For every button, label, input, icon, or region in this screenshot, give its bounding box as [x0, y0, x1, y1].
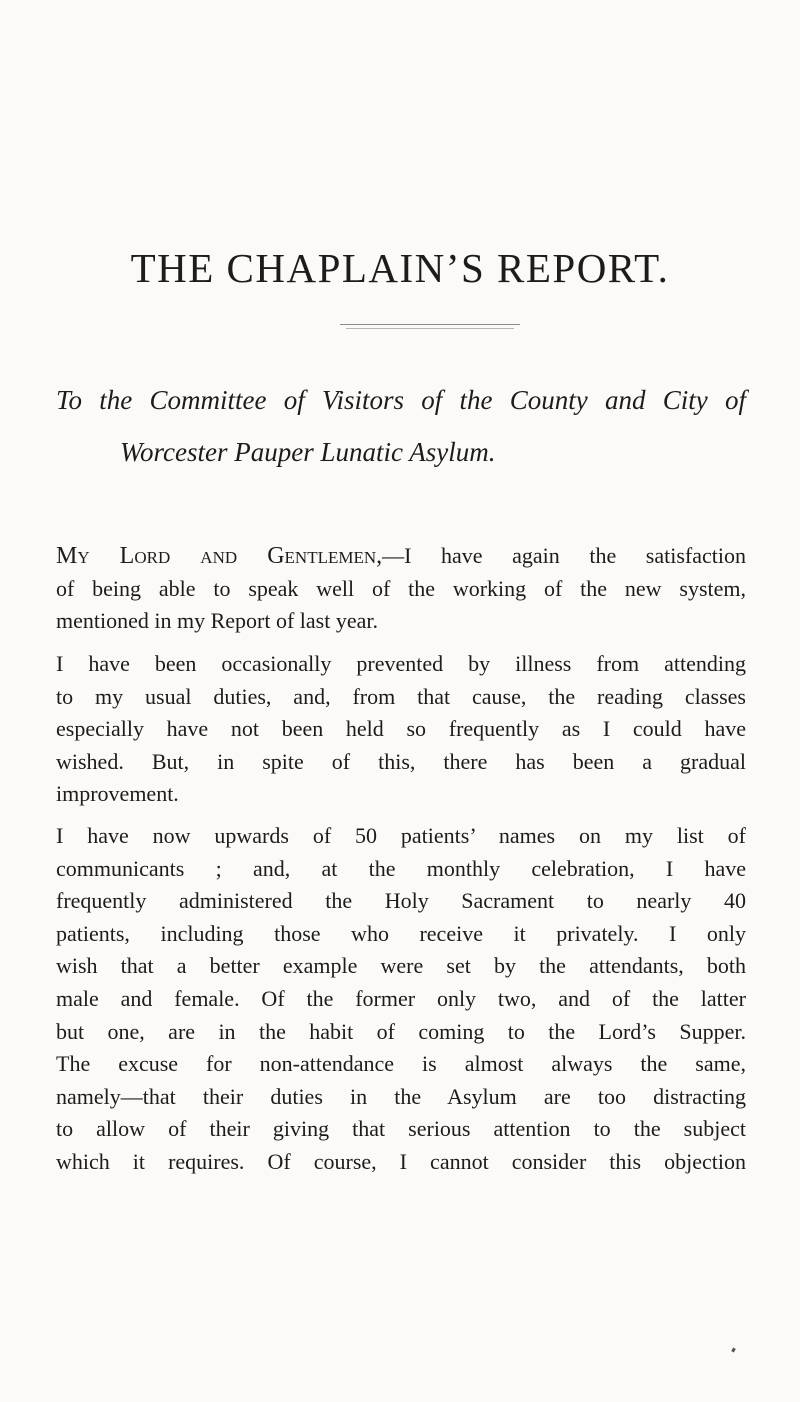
paragraph-line: My Lord and Gentlemen,—I have again the satisfaction [56, 543, 746, 569]
paragraph-line: to allow of their giving that serious attention to the subject [56, 1116, 746, 1142]
title-rule [340, 324, 520, 325]
paragraph-line: of being able to speak well of the working of the new system, [56, 575, 746, 601]
address-line-1: To the Committee of Visitors of the County and City of [56, 385, 746, 415]
address-heading [56, 374, 746, 478]
paragraph-line: especially have not been held so frequently as I could have [56, 716, 746, 742]
paragraph-1 [56, 540, 746, 638]
paragraph-line: communicants ; and, at the monthly celebration, I have [56, 855, 746, 881]
title-rule-secondary [346, 328, 514, 329]
paragraph-3 [56, 820, 746, 1179]
paragraph-line: which it requires. Of course, I cannot consider this objection [56, 1148, 746, 1174]
paragraph-line: I have now upwards of 50 patients’ names on my list of [56, 823, 746, 848]
paragraph-line: male and female. Of the former only two, and of the latter [56, 985, 746, 1011]
paragraph-line: frequently administered the Holy Sacrament to nearly 40 [56, 888, 746, 914]
paragraph-line: I have been occasionally prevented by illness from attending [56, 651, 746, 676]
report-title: THE CHAPLAIN’S REPORT. [130, 245, 670, 291]
paragraph-2 [56, 648, 746, 811]
paragraph-line: namely—that their duties in the Asylum are too distracting [56, 1083, 746, 1109]
paragraph-line: The excuse for non-attendance is almost always the same, [56, 1051, 746, 1077]
paragraph-line: wished. But, in spite of this, there has been a gradual [56, 748, 746, 774]
paragraph-line: mentioned in my Report of last year. [56, 608, 378, 634]
salutation: My Lord and Gentlemen, [56, 543, 383, 569]
paragraph-line: patients, including those who receive it privately. I only [56, 920, 746, 946]
address-line-2: Worcester Pauper Lunatic Asylum. [120, 437, 496, 467]
paragraph-line: but one, are in the habit of coming to the Lord’s Supper. [56, 1018, 746, 1044]
paragraph-line: to my usual duties, and, from that cause, the reading classes [56, 683, 746, 709]
paragraph-line: improvement. [56, 781, 179, 807]
paper-speck [731, 1348, 736, 1353]
paragraph-line: wish that a better example were set by the attendants, both [56, 953, 746, 979]
